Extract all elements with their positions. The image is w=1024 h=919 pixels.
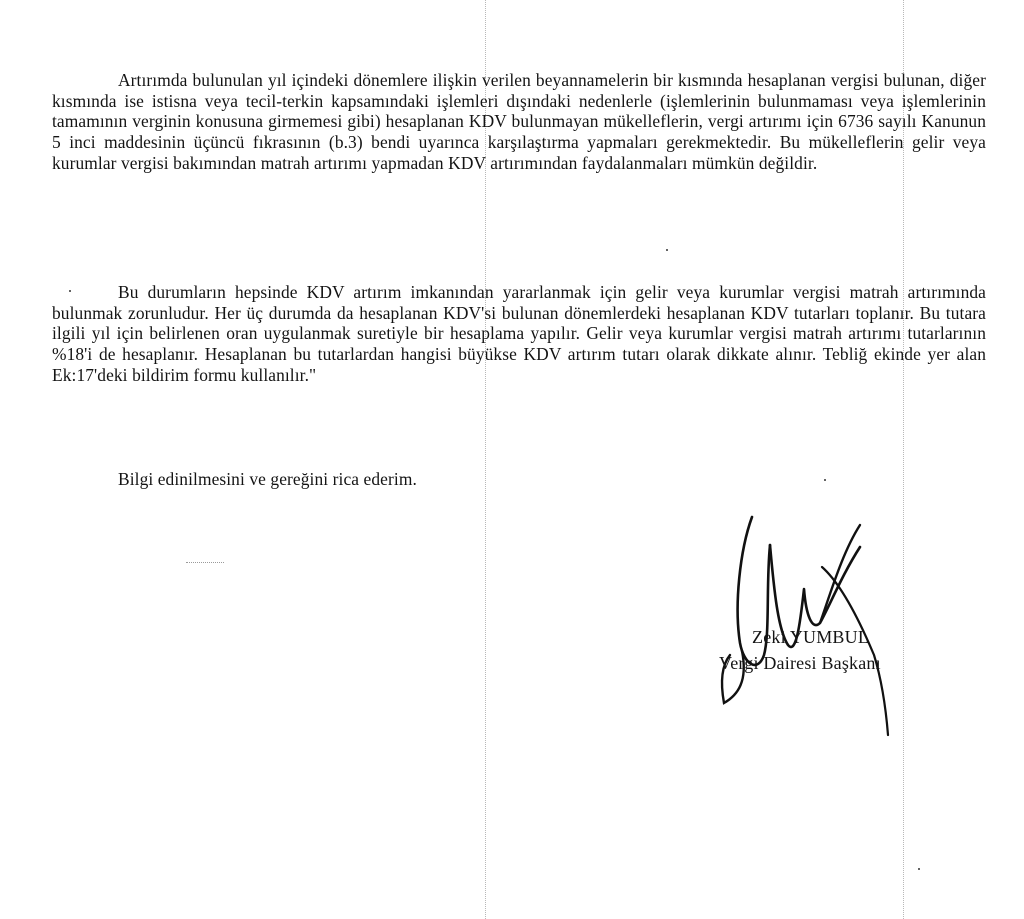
closing-paragraph: Bilgi edinilmesini ve gereğini rica ederim. (118, 469, 417, 489)
scan-speck (824, 479, 826, 481)
scan-mark (186, 562, 224, 563)
signer-name: Zeki YUMBUL (752, 627, 870, 647)
scan-speck (69, 290, 71, 292)
body-paragraph: Artırımda bulunulan yıl içindeki dönemlere ilişkin verilen beyannamelerin bir kısmında hesaplanan vergisi bulunan, diğer kısmında ise istisna veya tecil-terkin kapsamındaki işlemleri dışındaki nedenlerle (işlemlerinin bulunmaması veya işlemlerinin tamamının verginin konusuna girmemesi gibi) hesaplanan KDV bulunmayan mükelleflerin, vergi artırımı için 6736 sayılı Kanunun 5 inci maddesinin üçüncü fıkrasının (b.3) bendi uyarınca karşılaştırma yapmaları gerekmektedir. Bu mükelleflerin gelir veya kurumlar vergisi bakımından matrah artırımı yapmadan KDV artırımından faydalanmaları mümkün değildir. (52, 70, 986, 173)
scan-speck (666, 249, 668, 251)
signer-title: Vergi Dairesi Başkanı (719, 653, 881, 673)
body-paragraph: Bu durumların hepsinde KDV artırım imkanından yararlanmak için gelir veya kurumlar vergisi matrah artırımında bulunmak zorunludur. Her üç durumda da hesaplanan KDV'si bulunan dönemlerdeki hesaplanan KDV tutarları toplanır. Bu tutara ilgili yıl için belirlenen oran uygulanmak suretiyle bir hesaplama yapılır. Gelir veya kurumlar vergisi matrah artırımı tutarlarının %18'i de hesaplanır. Hesaplanan bu tutarlardan hangisi büyükse KDV artırım tutarı olarak dikkate alınır. Tebliğ ekinde yer alan Ek:17'deki bildirim formu kullanılır." (52, 282, 986, 385)
scan-speck (918, 868, 920, 870)
